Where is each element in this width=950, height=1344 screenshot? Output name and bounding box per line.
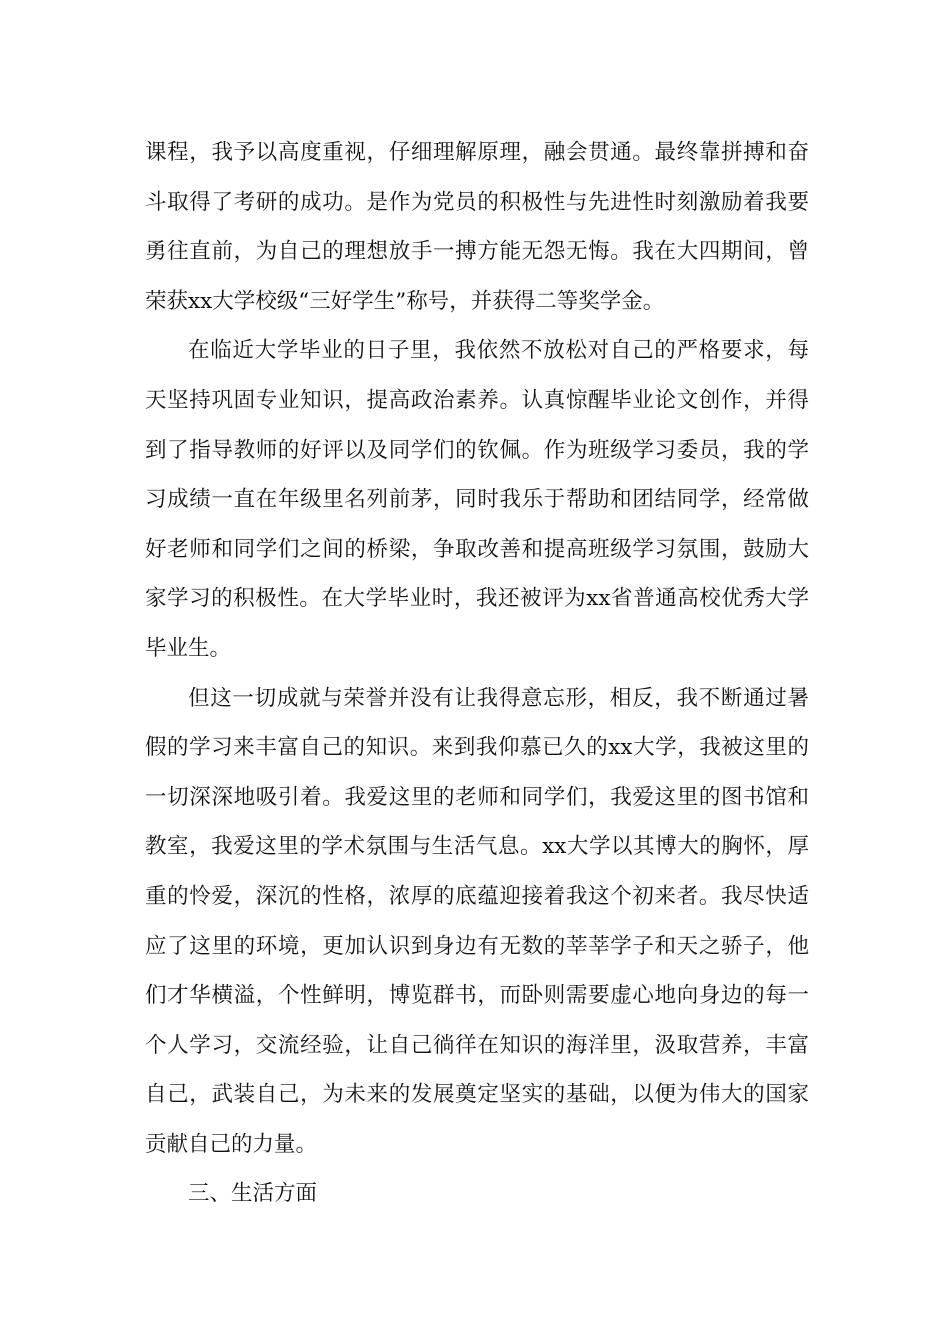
paragraph-graduation: 在临近大学毕业的日子里，我依然不放松对自己的严格要求，每天坚持巩固专业知识，提高政治素养。认真惊醒毕业论文创作，并得到了指导教师的好评以及同学们的钦佩。作为班级学习委员，我的学习成绩一直在年级里名列前茅，同时我乐于帮助和团结同学，经常做好老师和同学们之间的桥梁，争取改善和提高班级学习氛围，鼓励大家学习的积极性。在大学毕业时，我还被评为xx省普通高校优秀大学毕业生。: [145, 338, 809, 661]
document-body: [145, 128, 809, 1219]
paragraph-achievements: 但这一切成就与荣誉并没有让我得意忘形，相反，我不断通过暑假的学习来丰富自己的知识。来到我仰慕已久的xx大学，我被这里的一切深深地吸引着。我爱这里的老师和同学们，我爱这里的图书馆和教室，我爱这里的学术氛围与生活气息。xx大学以其博大的胸怀，厚重的怜爱，深沉的性格，浓厚的底蕴迎接着我这个初来者。我尽快适应了这里的环境，更加认识到身边有无数的莘莘学子和天之骄子，他们才华横溢，个性鲜明，博览群书，而卧则需要虚心地向身边的每一个人学习，交流经验，让自己徜徉在知识的海洋里，汲取营养，丰富自己，武装自己，为未来的发展奠定坚实的基础，以便为伟大的国家贡献自己的力量。: [145, 685, 809, 1157]
paragraph-continuation: 课程，我予以高度重视，仔细理解原理，融会贯通。最终靠拼搏和奋斗取得了考研的成功。是作为党员的积极性与先进性时刻激励着我要勇往直前，为自己的理想放手一搏方能无怨无悔。我在大四期间，曾荣获xx大学校级“三好学生”称号，并获得二等奖学金。: [145, 140, 809, 314]
section-heading-life: 三、生活方面: [188, 1181, 318, 1207]
